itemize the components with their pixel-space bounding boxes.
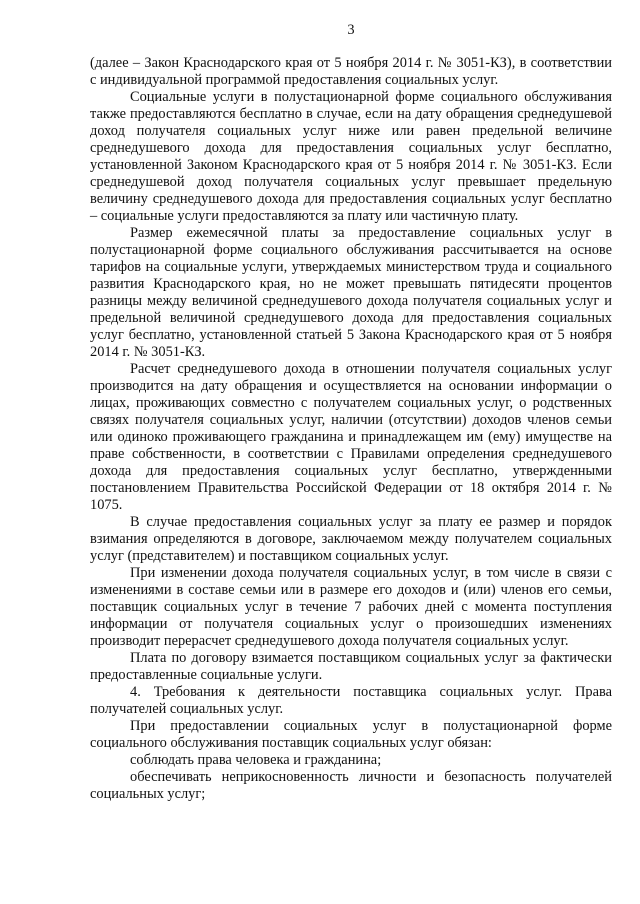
page-number: 3: [347, 22, 355, 38]
paragraph-income-calculation: Расчет среднедушевого дохода в отношении получателя социальных услуг производится на дату обращения и осуществляется на основании информации о лицах, проживающих совместно с получателем социальных услуг, о родственных связях получателя социальных услуг, наличии (отсутствии) доходов членов семьи или одиноко проживающего гражданина и принадлежащем им (ему) имуществе на праве собственности, в соответствии с Правилами определения среднедушевого дохода для предоставления социальных услуг бесплатно, утвержденными постановлением Правительства Российской Федерации от 18 октября 2014 г. № 1075.: [90, 361, 612, 513]
paragraph-income-change: При изменении дохода получателя социальных услуг, в том числе в связи с изменениями в составе семьи или в размере его доходов и (или) членов его семьи, поставщик социальных услуг в течение 7 рабочих дней с момента поступления информации от получателя социальных услуг о произошедших изменениях производит перерасчет среднедушевого дохода получателя социальных услуг.: [90, 565, 612, 649]
list-item-personal-safety: обеспечивать неприкосновенность личности и безопасность получателей социальных услуг;: [90, 769, 612, 802]
paragraph-law-reference: (далее – Закон Краснодарского края от 5 ноября 2014 г. № 3051-КЗ), в соответствии с индивидуальной программой предоставления социальных услуг.: [90, 55, 612, 88]
list-item-human-rights: соблюдать права человека и гражданина;: [130, 752, 382, 768]
paragraph-free-services: Социальные услуги в полустационарной форме социального обслуживания также предоставляются бесплатно в случае, если на дату обращения среднедушевой доход получателя социальных услуг ниже или равен предельной величине среднедушевого дохода для предоставления социальных услуг бесплатно, установленной Законом Краснодарского края от 5 ноября 2014 г. № 3051-КЗ. Если среднедушевой доход получателя социальных услуг превышает предельную величину среднедушевого дохода для предоставления социальных услуг бесплатно – социальные услуги предоставляются за плату или частичную плату.: [90, 89, 612, 224]
paragraph-provider-obligations: При предоставлении социальных услуг в полустационарной форме социального обслуживания поставщик социальных услуг обязан:: [90, 718, 612, 751]
paragraph-paid-services-contract: В случае предоставления социальных услуг за плату ее размер и порядок взимания определяются в договоре, заключаемом между получателем социальных услуг (представителем) и поставщиком социальных услуг.: [90, 514, 612, 564]
paragraph-monthly-fee: Размер ежемесячной платы за предоставление социальных услуг в полустационарной форме социального обслуживания рассчитывается на основе тарифов на социальные услуги, утверждаемых министерством труда и социального развития Краснодарского края, но не может превышать пятидесяти процентов разницы между величиной среднедушевого дохода получателя социальных услуг и предельной величиной среднедушевого дохода для предоставления социальных услуг бесплатно, установленной статьей 5 Закона Краснодарского края от 5 ноября 2014 г. № 3051-КЗ.: [90, 225, 612, 360]
paragraph-payment: Плата по договору взимается поставщиком социальных услуг за фактически предоставленные социальные услуги.: [90, 650, 612, 683]
section-heading-requirements: 4. Требования к деятельности поставщика социальных услуг. Права получателей социальных услуг.: [90, 684, 612, 717]
